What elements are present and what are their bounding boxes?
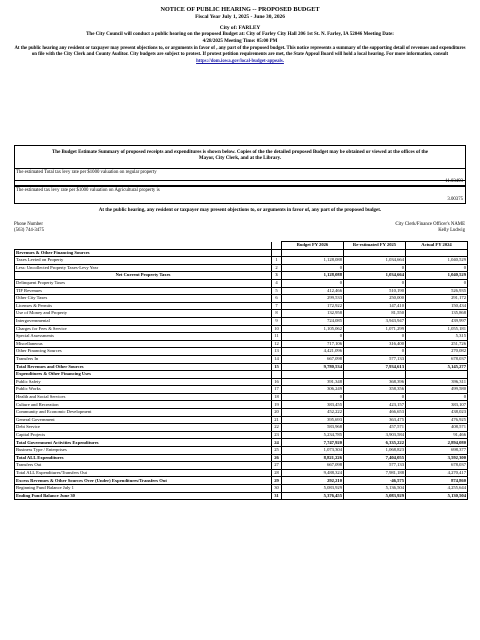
table-row xyxy=(15,416,468,424)
levy-regular-value: 11.03493 xyxy=(445,179,463,184)
row-budget-value: 9,780,534 xyxy=(282,363,344,371)
row-line-number: 18 xyxy=(272,393,282,401)
row-line-number: 24 xyxy=(272,439,282,447)
row-label: Total Revenues and Other Sources xyxy=(15,363,272,371)
row-line-number xyxy=(272,249,282,257)
row-line-number: 4 xyxy=(272,279,282,287)
row-budget-value: 1,105,062 xyxy=(282,325,344,333)
row-line-number: 29 xyxy=(272,477,282,485)
row-actual-value: 135,868 xyxy=(406,310,468,318)
row-label: Taxes Levied on Property xyxy=(15,257,272,265)
row-budget-value: 1,073,304 xyxy=(282,447,344,455)
row-reestimated-value: 147,410 xyxy=(344,302,406,310)
row-budget-value: 412,466 xyxy=(282,287,344,295)
table-row xyxy=(15,409,468,417)
row-line-number: 15 xyxy=(272,363,282,371)
hearing-paragraph xyxy=(14,46,466,65)
phone-label: Phone Number xyxy=(14,222,43,227)
row-label: Excess Revenues & Other Sources Over (Under) Expenditures/Transfers Out xyxy=(15,477,272,485)
row-line-number: 6 xyxy=(272,295,282,303)
header-blank xyxy=(15,242,272,250)
row-line-number: 16 xyxy=(272,378,282,386)
row-budget-value: 717,106 xyxy=(282,340,344,348)
budget-table xyxy=(14,241,468,500)
row-label: Net Current Property Taxes xyxy=(15,272,272,280)
row-actual-value: 4,270,417 xyxy=(406,469,468,477)
row-reestimated-value: 1,034,664 xyxy=(344,272,406,280)
row-actual-value: 698,377 xyxy=(406,447,468,455)
summary-text: The Budget Estimate Summary of proposed receipts and expenditures is shown below. Copies of the the detailed proposed Budget may be obtained or viewed at the offices of the Mayor, City Clerk, and at the Library. xyxy=(51,150,429,162)
row-actual-value: 874,860 xyxy=(406,477,468,485)
row-actual-value xyxy=(406,371,468,379)
table-row xyxy=(15,257,468,265)
row-label: Health and Social Services xyxy=(15,393,272,401)
row-actual-value: 0 xyxy=(406,264,468,272)
row-label: Expenditures & Other Financing Uses xyxy=(15,371,272,379)
table-row xyxy=(15,310,468,318)
row-budget-value: 667,098 xyxy=(282,462,344,470)
row-actual-value: 4,255,644 xyxy=(406,485,468,493)
budget-table-body xyxy=(15,249,468,500)
row-label: Capital Projects xyxy=(15,431,272,439)
table-row xyxy=(15,431,468,439)
table-row xyxy=(15,279,468,287)
row-reestimated-value: 358,356 xyxy=(344,386,406,394)
row-label: Charges for Fees & Service xyxy=(15,325,272,333)
row-budget-value: 9,488,324 xyxy=(282,469,344,477)
row-reestimated-value: 363,475 xyxy=(344,416,406,424)
budget-table-header xyxy=(15,242,468,250)
row-actual-value: 396,311 xyxy=(406,378,468,386)
row-line-number: 25 xyxy=(272,447,282,455)
row-budget-value: 5,083,929 xyxy=(282,485,344,493)
row-label: Total Government Activities Expenditures xyxy=(15,439,272,447)
section-header-row xyxy=(15,249,468,257)
row-line-number: 17 xyxy=(272,386,282,394)
table-row xyxy=(15,424,468,432)
levy-ag-label: The estimated tax levy rate per $1000 valuation on Agricultural property is xyxy=(16,188,160,193)
row-actual-value: 408,571 xyxy=(406,424,468,432)
row-reestimated-value: 5,136,504 xyxy=(344,485,406,493)
row-line-number: 20 xyxy=(272,409,282,417)
row-line-number: 12 xyxy=(272,340,282,348)
table-row xyxy=(15,272,468,280)
row-actual-value: 5,315 xyxy=(406,333,468,341)
row-reestimated-value xyxy=(344,371,406,379)
row-label: Ending Fund Balance June 30 xyxy=(15,492,272,500)
row-actual-value: 150,434 xyxy=(406,302,468,310)
row-label: Total ALL Expenditures/Transfers Out xyxy=(15,469,272,477)
row-reestimated-value: 0 xyxy=(344,264,406,272)
row-actual-value: 526,935 xyxy=(406,287,468,295)
row-reestimated-value: 423,157 xyxy=(344,401,406,409)
row-line-number: 7 xyxy=(272,302,282,310)
row-budget-value: 452,222 xyxy=(282,409,344,417)
row-actual-value: 0 xyxy=(406,279,468,287)
row-reestimated-value: 5,083,929 xyxy=(344,492,406,500)
row-reestimated-value: 457,571 xyxy=(344,424,406,432)
row-actual-value: 1,055,181 xyxy=(406,325,468,333)
row-line-number: 8 xyxy=(272,310,282,318)
row-budget-value: 292,210 xyxy=(282,477,344,485)
row-actual-value: 251,726 xyxy=(406,340,468,348)
row-label: Public Safety xyxy=(15,378,272,386)
row-label: Licenses & Permits xyxy=(15,302,272,310)
row-budget-value: 132,958 xyxy=(282,310,344,318)
row-budget-value: 0 xyxy=(282,333,344,341)
row-label: Other City Taxes xyxy=(15,295,272,303)
levy-ag-value: 3.00375 xyxy=(447,197,463,202)
phone-block xyxy=(14,222,44,234)
table-row xyxy=(15,492,468,500)
table-row xyxy=(15,462,468,470)
row-budget-value xyxy=(282,249,344,257)
levy-regular-label: The estimated Total tax levy rate per $1000 valuation on regular property xyxy=(16,170,157,175)
row-actual-value: 678,037 xyxy=(406,462,468,470)
row-budget-value: 583,968 xyxy=(282,424,344,432)
row-budget-value: 4,421,096 xyxy=(282,348,344,356)
row-reestimated-value: 0 xyxy=(344,279,406,287)
row-line-number: 10 xyxy=(272,325,282,333)
table-row xyxy=(15,302,468,310)
meeting-date-time: 4/28/2025 Meeting Time: 05:00 PM xyxy=(202,39,278,44)
row-line-number: 26 xyxy=(272,454,282,462)
row-reestimated-value: 0 xyxy=(344,333,406,341)
row-actual-value: 1,040,529 xyxy=(406,272,468,280)
table-row xyxy=(15,485,468,493)
row-label: General Government xyxy=(15,416,272,424)
row-label: Intergovernmental xyxy=(15,317,272,325)
row-actual-value: 291,172 xyxy=(406,295,468,303)
row-actual-value: 270,082 xyxy=(406,348,468,356)
clerk-name: Kelly Ludwig xyxy=(438,228,465,233)
row-line-number: 22 xyxy=(272,424,282,432)
row-reestimated-value: 3,903,584 xyxy=(344,431,406,439)
row-reestimated-value: 368,396 xyxy=(344,378,406,386)
table-row xyxy=(15,363,468,371)
row-label: Community and Economic Development xyxy=(15,409,272,417)
row-budget-value: 395,693 xyxy=(282,416,344,424)
row-actual-value: 2,894,080 xyxy=(406,439,468,447)
row-actual-value: 439,997 xyxy=(406,317,468,325)
row-label: Delinquent Property Taxes xyxy=(15,279,272,287)
row-line-number: 11 xyxy=(272,333,282,341)
row-label: Total ALL Expenditures xyxy=(15,454,272,462)
row-line-number: 19 xyxy=(272,401,282,409)
clerk-block xyxy=(395,222,465,234)
row-budget-value: 299,533 xyxy=(282,295,344,303)
row-budget-value: 1,128,088 xyxy=(282,272,344,280)
table-row xyxy=(15,477,468,485)
row-label: Revenues & Other Financing Sources xyxy=(15,249,272,257)
row-budget-value: 383,455 xyxy=(282,401,344,409)
row-reestimated-value: 0 xyxy=(344,393,406,401)
row-actual-value: 438,023 xyxy=(406,409,468,417)
row-line-number: 30 xyxy=(272,485,282,493)
row-budget-value: 724,085 xyxy=(282,317,344,325)
row-budget-value: 667,098 xyxy=(282,355,344,363)
table-row xyxy=(15,325,468,333)
row-reestimated-value: -46,575 xyxy=(344,477,406,485)
phone-number: (563) 744-3475 xyxy=(14,228,44,233)
row-line-number: 5 xyxy=(272,287,282,295)
row-actual-value: 91,466 xyxy=(406,431,468,439)
notice-title: NOTICE OF PUBLIC HEARING -- PROPOSED BUDGET xyxy=(160,6,320,13)
table-row xyxy=(15,287,468,295)
row-actual-value: 0 xyxy=(406,393,468,401)
row-actual-value xyxy=(406,249,468,257)
row-reestimated-value: 7,981,188 xyxy=(344,469,406,477)
row-label: Transfers Out xyxy=(15,462,272,470)
row-reestimated-value: 466,653 xyxy=(344,409,406,417)
row-line-number: 27 xyxy=(272,462,282,470)
table-row xyxy=(15,469,468,477)
table-row xyxy=(15,378,468,386)
row-line-number: 1 xyxy=(272,257,282,265)
row-label: Debt Service xyxy=(15,424,272,432)
table-row xyxy=(15,393,468,401)
table-row xyxy=(15,439,468,447)
row-label: Beginning Fund Balance July 1 xyxy=(15,485,272,493)
header-line-blank xyxy=(272,242,282,250)
levy-regular-row xyxy=(14,168,466,186)
row-actual-value: 1,040,529 xyxy=(406,257,468,265)
table-row xyxy=(15,340,468,348)
row-reestimated-value: 6,335,222 xyxy=(344,439,406,447)
row-reestimated-value: 81,550 xyxy=(344,310,406,318)
row-budget-value: 0 xyxy=(282,393,344,401)
row-label: Special Assessments xyxy=(15,333,272,341)
row-actual-value: 5,145,277 xyxy=(406,363,468,371)
row-label: Miscellaneous xyxy=(15,340,272,348)
row-reestimated-value: 7,934,613 xyxy=(344,363,406,371)
row-line-number: 2 xyxy=(272,264,282,272)
row-line-number: 28 xyxy=(272,469,282,477)
row-budget-value: 0 xyxy=(282,264,344,272)
row-budget-value: 1,128,088 xyxy=(282,257,344,265)
table-row xyxy=(15,454,468,462)
row-reestimated-value: 316,400 xyxy=(344,340,406,348)
table-row xyxy=(15,348,468,356)
row-reestimated-value: 3,943,947 xyxy=(344,317,406,325)
row-budget-value: 391,348 xyxy=(282,378,344,386)
row-line-number: 9 xyxy=(272,317,282,325)
row-budget-value: 5,234,785 xyxy=(282,431,344,439)
row-actual-value: 678,037 xyxy=(406,355,468,363)
row-label: Other Financing Sources xyxy=(15,348,272,356)
header-reestimated: Re-estimated FY 2025 xyxy=(344,242,406,250)
row-label: Business Type / Enterprises xyxy=(15,447,272,455)
row-budget-value: 306,249 xyxy=(282,386,344,394)
fiscal-year: Fiscal Year July 1, 2025 - June 30, 2026 xyxy=(195,14,285,20)
row-reestimated-value: 1,034,664 xyxy=(344,257,406,265)
city-name: City of: FARLEY xyxy=(219,25,261,31)
table-row xyxy=(15,447,468,455)
row-label: Culture and Recreation xyxy=(15,401,272,409)
row-label: Public Works xyxy=(15,386,272,394)
row-label: Less: Uncollected Property Taxes-Levy Year xyxy=(15,264,272,272)
row-reestimated-value: 1,071,299 xyxy=(344,325,406,333)
row-reestimated-value: 1,068,823 xyxy=(344,447,406,455)
row-line-number: 3 xyxy=(272,272,282,280)
header-actual: Actual FY 2024 xyxy=(406,242,468,250)
section-header-row xyxy=(15,371,468,379)
row-line-number: 23 xyxy=(272,431,282,439)
row-budget-value xyxy=(282,371,344,379)
header-budget: Budget FY 2026 xyxy=(282,242,344,250)
row-line-number: 14 xyxy=(272,355,282,363)
row-actual-value: 3,592,300 xyxy=(406,454,468,462)
levy-ag-row xyxy=(14,186,466,204)
row-label: Transfers In xyxy=(15,355,272,363)
row-line-number: 21 xyxy=(272,416,282,424)
row-actual-value: 383,107 xyxy=(406,401,468,409)
table-row xyxy=(15,295,468,303)
objection-statement: At the public hearing, any resident or taxpayer may present objections to, or arguments in favor of, any part of the proposed budget. xyxy=(98,208,382,213)
row-reestimated-value: 250,000 xyxy=(344,295,406,303)
row-budget-value: 0 xyxy=(282,279,344,287)
row-reestimated-value xyxy=(344,249,406,257)
table-row xyxy=(15,401,468,409)
table-row xyxy=(15,386,468,394)
table-row xyxy=(15,317,468,325)
clerk-label: City Clerk/Finance Officer's NAME xyxy=(395,222,465,227)
row-label: Use of Money and Property xyxy=(15,310,272,318)
row-label: TIF Revenues xyxy=(15,287,272,295)
row-budget-value: 5,376,455 xyxy=(282,492,344,500)
table-row xyxy=(15,333,468,341)
row-budget-value: 172,922 xyxy=(282,302,344,310)
hearing-paragraph-text: At the public hearing any resident or taxpayer may present objections to, or arguments in favor of , any part of the proposed budget. This notice represents a summary of the supporting detail of revenues and expenditures on file with the City Clerk and County Auditor. City budgets are subject to protest. If protest petition requirements are met, the State Appeal Board will hold a local hearing. For more information, consult xyxy=(14,46,466,58)
row-reestimated-value: 510,190 xyxy=(344,287,406,295)
row-budget-value: 7,747,920 xyxy=(282,439,344,447)
meeting-location: The City Council will conduct a public hearing on the proposed Budget at: City of Farley City Hall 206 1st St. N. Farley, IA 52046 Meeting Date: xyxy=(86,32,394,37)
row-actual-value: 499,580 xyxy=(406,386,468,394)
appeals-link[interactable]: https://dom.iowa.gov/local-budget-appeals. xyxy=(196,58,284,64)
row-actual-value: 476,925 xyxy=(406,416,468,424)
row-line-number xyxy=(272,371,282,379)
row-line-number: 31 xyxy=(272,492,282,500)
row-reestimated-value: 577,133 xyxy=(344,462,406,470)
row-actual-value: 5,130,504 xyxy=(406,492,468,500)
table-row xyxy=(15,264,468,272)
row-reestimated-value: 0 xyxy=(344,348,406,356)
table-row xyxy=(15,355,468,363)
row-reestimated-value: 577,133 xyxy=(344,355,406,363)
row-budget-value: 8,821,226 xyxy=(282,454,344,462)
row-line-number: 13 xyxy=(272,348,282,356)
row-reestimated-value: 7,404,055 xyxy=(344,454,406,462)
